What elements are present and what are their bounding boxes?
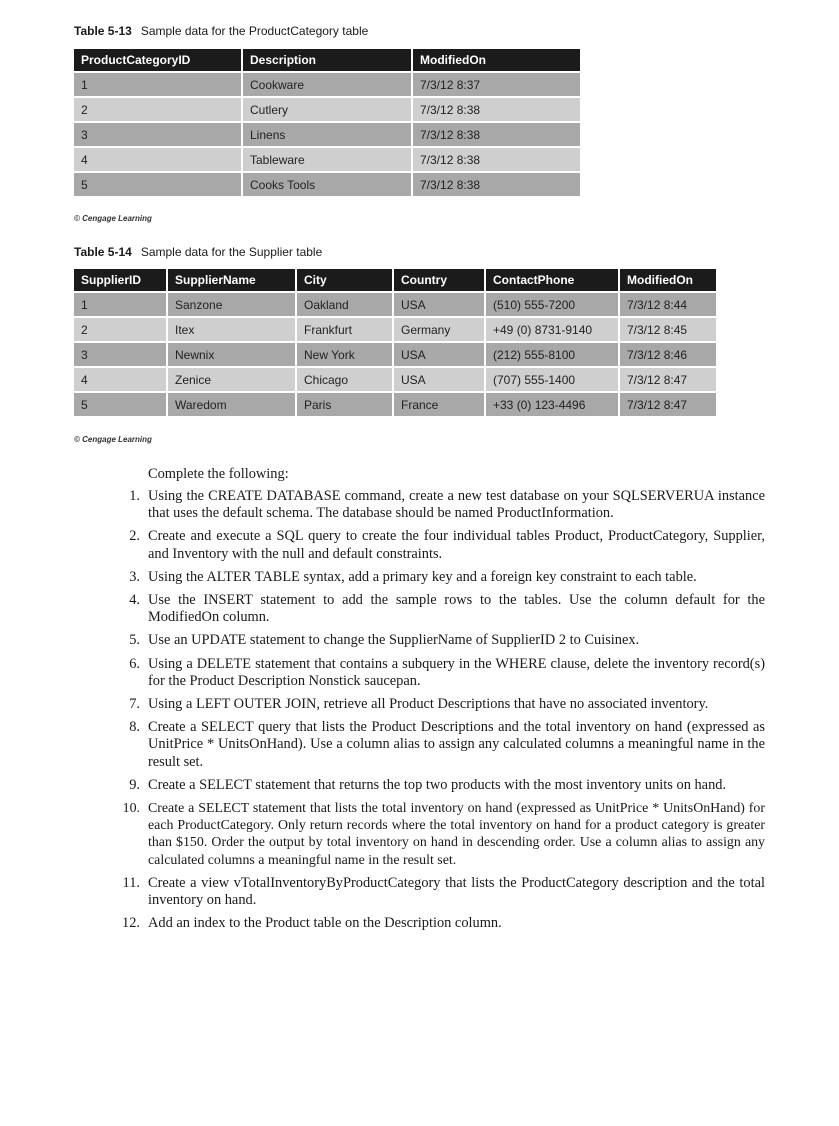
task-number: 3. <box>129 568 140 585</box>
table-cell: (707) 555-1400 <box>485 367 619 392</box>
task-item <box>0 528 765 562</box>
table-cell: 7/3/12 8:38 <box>412 172 580 197</box>
table-cell: USA <box>393 292 485 317</box>
table-cell: Cookware <box>242 72 412 97</box>
table-cell: USA <box>393 367 485 392</box>
task-text: Using the CREATE DATABASE command, create a new test database on your SQLSERVERUA instance that uses the default schema. The database should be named ProductInformation. <box>148 488 765 522</box>
task-text: Add an index to the Product table on the Description column. <box>148 915 502 932</box>
table-caption-text: Sample data for the ProductCategory table <box>140 24 369 38</box>
table-row <box>74 147 580 172</box>
column-header: ProductCategoryID <box>74 49 242 72</box>
table-cell: Cutlery <box>242 97 412 122</box>
table-number: Table 5-13 <box>74 24 132 38</box>
table-row <box>74 172 580 197</box>
table-cell: Waredom <box>167 392 296 417</box>
table-cell: 7/3/12 8:47 <box>619 367 716 392</box>
table-cell: +49 (0) 8731-9140 <box>485 317 619 342</box>
table-header-row <box>74 49 580 72</box>
table-cell: France <box>393 392 485 417</box>
exercise-intro: Complete the following: <box>148 466 289 482</box>
table-cell: Linens <box>242 122 412 147</box>
table-cell: 7/3/12 8:38 <box>412 147 580 172</box>
task-text: Create a view vTotalInventoryByProductCategory that lists the ProductCategory description and the total inventory on hand. <box>148 874 765 909</box>
task-number: 8. <box>129 719 140 736</box>
table-cell: 1 <box>74 72 242 97</box>
task-item <box>0 696 765 713</box>
table-cell: USA <box>393 342 485 367</box>
task-number: 11. <box>122 874 140 891</box>
table-cell: (510) 555-7200 <box>485 292 619 317</box>
table-cell: Tableware <box>242 147 412 172</box>
image-credit: © Cengage Learning <box>74 435 152 444</box>
task-list <box>0 488 839 938</box>
task-item <box>0 656 765 690</box>
table-5-14-caption <box>74 245 322 259</box>
table-cell: 1 <box>74 292 167 317</box>
product-category-table <box>74 49 580 198</box>
table-cell: +33 (0) 123-4496 <box>485 392 619 417</box>
task-text: Using a DELETE statement that contains a subquery in the WHERE clause, delete the inventory record(s) for the Product Description Nonstick saucepan. <box>148 655 765 689</box>
task-item <box>0 800 765 869</box>
column-header: ModifiedOn <box>619 269 716 292</box>
column-header: SupplierName <box>167 269 296 292</box>
table-cell: Frankfurt <box>296 317 393 342</box>
table-caption-text: Sample data for the Supplier table <box>140 245 323 259</box>
task-text: Using a LEFT OUTER JOIN, retrieve all Product Descriptions that have no associated inventory. <box>148 696 709 713</box>
task-number: 12. <box>122 915 140 932</box>
table-cell: 3 <box>74 122 242 147</box>
table-number: Table 5-14 <box>74 245 132 259</box>
task-number: 9. <box>129 776 140 793</box>
task-text: Use an UPDATE statement to change the SupplierName of SupplierID 2 to Cuisinex. <box>148 632 640 649</box>
table-cell: 4 <box>74 147 242 172</box>
task-item <box>0 569 765 586</box>
image-credit: © Cengage Learning <box>74 214 152 223</box>
table-cell: Itex <box>167 317 296 342</box>
table-cell: Paris <box>296 392 393 417</box>
column-header: ContactPhone <box>485 269 619 292</box>
table-row <box>74 122 580 147</box>
table-cell: 2 <box>74 97 242 122</box>
supplier-table <box>74 269 716 418</box>
table-cell: 5 <box>74 392 167 417</box>
column-header: SupplierID <box>74 269 167 292</box>
table-cell: Sanzone <box>167 292 296 317</box>
task-number: 1. <box>129 488 140 504</box>
table-row <box>74 72 580 97</box>
task-text: Using the ALTER TABLE syntax, add a primary key and a foreign key constraint to each table. <box>148 568 697 585</box>
table-cell: (212) 555-8100 <box>485 342 619 367</box>
task-item <box>0 915 765 932</box>
table-5-13-caption <box>74 24 368 38</box>
table-cell: Zenice <box>167 367 296 392</box>
table-cell: Cooks Tools <box>242 172 412 197</box>
table-row <box>74 392 716 417</box>
task-item <box>0 719 765 771</box>
table-row <box>74 367 716 392</box>
table-row <box>74 317 716 342</box>
table-header-row <box>74 269 716 292</box>
table-cell: Oakland <box>296 292 393 317</box>
table-cell: 7/3/12 8:45 <box>619 317 716 342</box>
table-cell: 5 <box>74 172 242 197</box>
table-cell: Germany <box>393 317 485 342</box>
task-text: Use the INSERT statement to add the sample rows to the tables. Use the column default for the ModifiedOn column. <box>148 592 765 626</box>
table-row <box>74 342 716 367</box>
table-cell: 7/3/12 8:38 <box>412 97 580 122</box>
column-header: City <box>296 269 393 292</box>
table-cell: New York <box>296 342 393 367</box>
task-text: Create a SELECT statement that returns the top two products with the most inventory units on hand. <box>148 776 727 793</box>
table-cell: 7/3/12 8:44 <box>619 292 716 317</box>
table-cell: 3 <box>74 342 167 367</box>
table-cell: Newnix <box>167 342 296 367</box>
table-cell: 4 <box>74 367 167 392</box>
column-header: ModifiedOn <box>412 49 580 72</box>
table-cell: 7/3/12 8:46 <box>619 342 716 367</box>
table-cell: 2 <box>74 317 167 342</box>
task-text: Create and execute a SQL query to create the four individual tables Product, ProductCategory, Supplier, and Inventory with the null and default constraints. <box>148 528 765 562</box>
table-row <box>74 97 580 122</box>
task-number: 5. <box>129 632 140 649</box>
column-header: Country <box>393 269 485 292</box>
task-item <box>0 632 765 649</box>
table-cell: 7/3/12 8:47 <box>619 392 716 417</box>
task-number: 6. <box>129 655 140 672</box>
task-number: 10. <box>122 801 140 817</box>
table-cell: 7/3/12 8:38 <box>412 122 580 147</box>
table-cell: Chicago <box>296 367 393 392</box>
table-cell: 7/3/12 8:37 <box>412 72 580 97</box>
task-text: Create a SELECT query that lists the Product Descriptions and the total inventory on hand (expressed as UnitPrice * UnitsOnHand). Use a column alias to assign any calculated columns a meaningful name in the result set. <box>148 719 765 770</box>
task-text: Create a SELECT statement that lists the total inventory on hand (expressed as UnitPrice * UnitsOnHand) for each ProductCategory. Only return records where the total inventory on hand for a product category is greater than $150. Order the output by total inventory on hand in descending order. Use a column alias to assign any calculated columns a meaningful name in the result set. <box>148 801 765 868</box>
task-number: 2. <box>129 528 140 545</box>
task-item <box>0 777 765 794</box>
task-item <box>0 875 765 909</box>
column-header: Description <box>242 49 412 72</box>
task-number: 4. <box>129 592 140 609</box>
task-item <box>0 592 765 626</box>
table-row <box>74 292 716 317</box>
task-item <box>0 488 765 522</box>
task-number: 7. <box>129 696 140 713</box>
